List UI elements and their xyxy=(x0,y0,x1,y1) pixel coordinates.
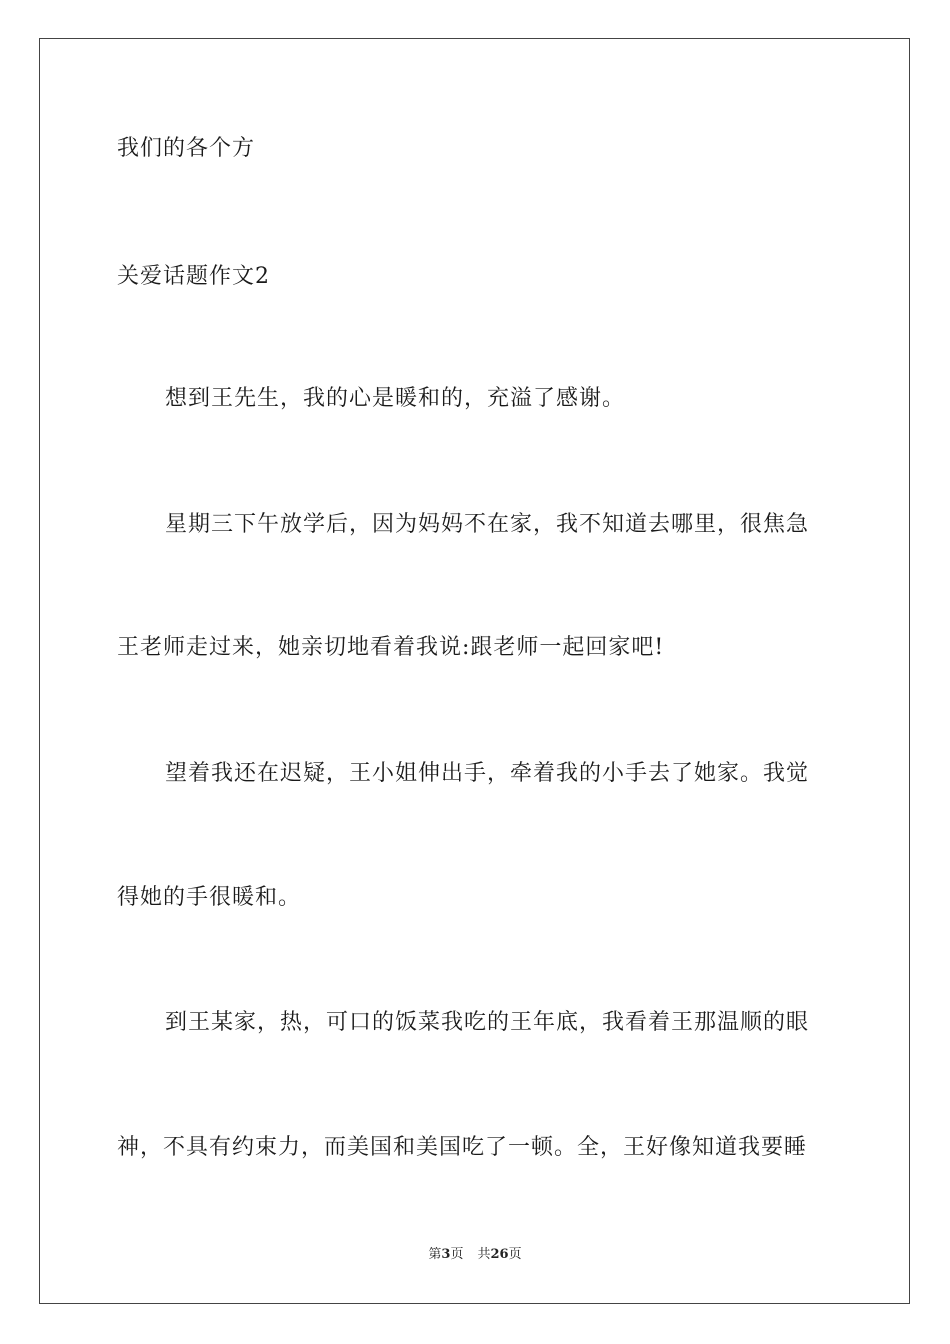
total-page-count: 26 xyxy=(490,1247,509,1262)
text-line: 我们的各个方 xyxy=(117,136,256,161)
paragraph-line: 望着我还在迟疑，王小姐伸出手，牵着我的小手去了她家。我觉 xyxy=(165,761,810,786)
page-suffix: 页 xyxy=(450,1247,464,1262)
page-footer xyxy=(0,1246,950,1264)
current-page-number: 3 xyxy=(441,1247,451,1262)
paragraph-line: 星期三下午放学后，因为妈妈不在家，我不知道去哪里，很焦急 xyxy=(165,512,810,537)
paragraph-line: 想到王先生，我的心是暖和的，充溢了感谢。 xyxy=(165,386,626,411)
paragraph-line: 王老师走过来，她亲切地看着我说:跟老师一起回家吧! xyxy=(117,635,665,660)
page-prefix: 第 xyxy=(428,1247,442,1262)
total-suffix: 页 xyxy=(508,1247,522,1262)
paragraph-line: 到王某家，热，可口的饭菜我吃的王年底，我看着王那温顺的眼 xyxy=(165,1010,810,1035)
section-heading: 关爱话题作文2 xyxy=(117,264,270,289)
total-prefix: 共 xyxy=(477,1247,491,1262)
page-border xyxy=(39,38,910,1304)
paragraph-line: 神，不具有约束力，而美国和美国吃了一顿。全，王好像知道我要睡 xyxy=(117,1135,808,1160)
paragraph-line: 得她的手很暖和。 xyxy=(117,885,302,910)
